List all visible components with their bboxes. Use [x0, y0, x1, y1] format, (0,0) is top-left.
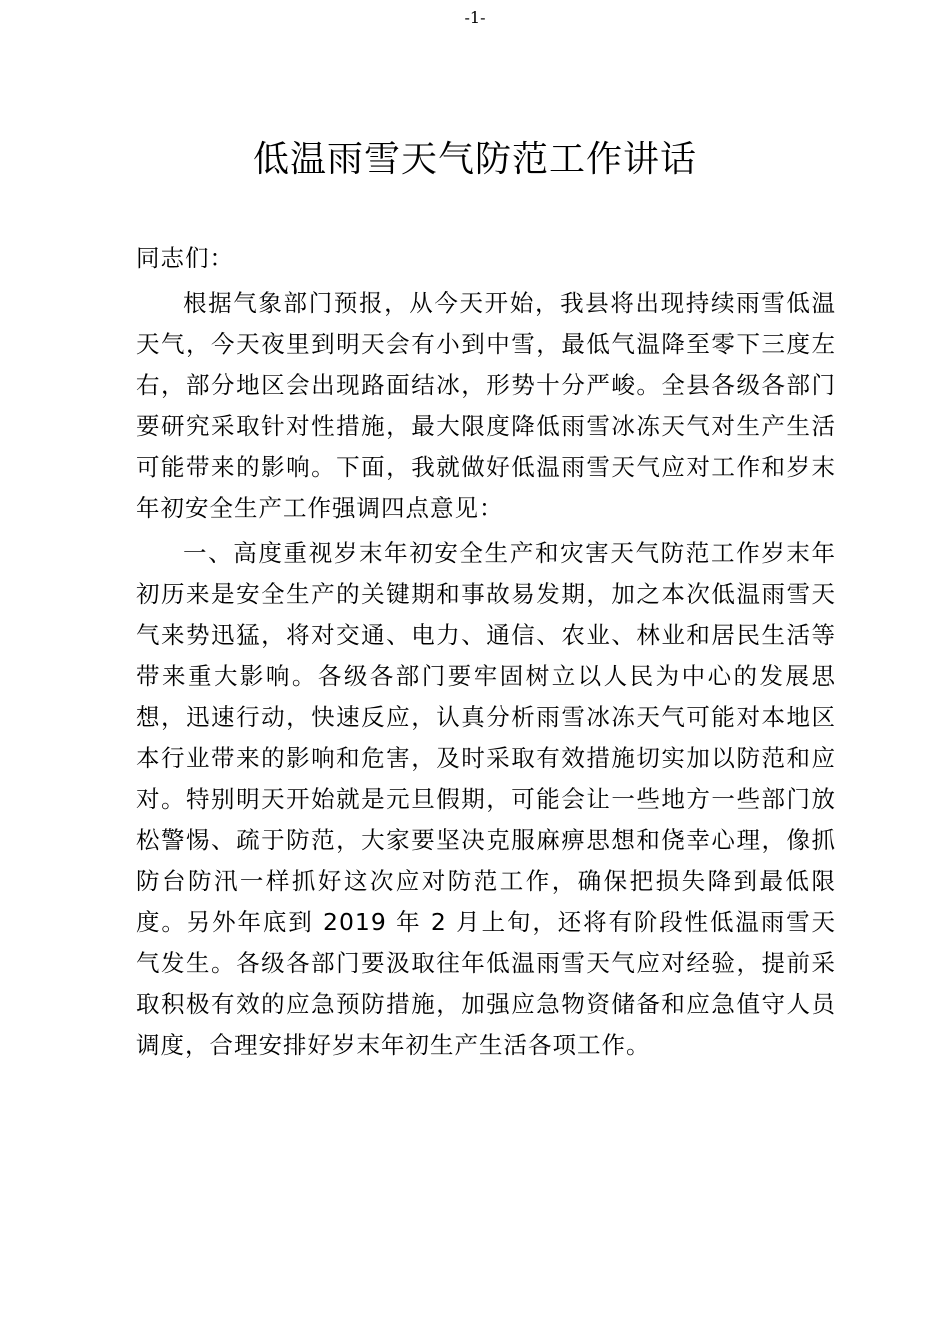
- paragraph-point-one: 一、高度重视岁末年初安全生产和灾害天气防范工作岁末年初历来是安全生产的关键期和事故易发期，加之本次低温雨雪天气来势迅猛，将对交通、电力、通信、农业、林业和居民生活等带来重大影响。各级各部门要牢固树立以人民为中心的发展思想，迅速行动，快速反应，认真分析雨雪冰冻天气可能对本地区本行业带来的影响和危害，及时采取有效措施切实加以防范和应对。特别明天开始就是元旦假期，可能会让一些地方一些部门放松警惕、疏于防范，大家要坚决克服麻痹思想和侥幸心理，像抓防台防汛一样抓好这次应对防范工作，确保把损失降到最低限度。另外年底到 2019 年 2 月上旬，还将有阶段性低温雨雪天气发生。各级各部门要汲取往年低温雨雪天气应对经验，提前采取积极有效的应急预防措施，加强应急物资储备和应急值守人员调度，合理安排好岁末年初生产生活各项工作。: [136, 539, 836, 1059]
- document-body: [136, 238, 836, 1066]
- salutation: 同志们：: [136, 244, 234, 272]
- paragraph-intro: 根据气象部门预报，从今天开始，我县将出现持续雨雪低温天气，今天夜里到明天会有小到中雪，最低气温降至零下三度左右，部分地区会出现路面结冰，形势十分严峻。全县各级各部门要研究采取针对性措施，最大限度降低雨雪冰冻天气对生产生活可能带来的影响。下面，我就做好低温雨雪天气应对工作和岁末年初安全生产工作强调四点意见：: [136, 289, 836, 522]
- document-title: 低温雨雪天气防范工作讲话: [252, 139, 697, 180]
- page-number: -1-: [464, 8, 486, 27]
